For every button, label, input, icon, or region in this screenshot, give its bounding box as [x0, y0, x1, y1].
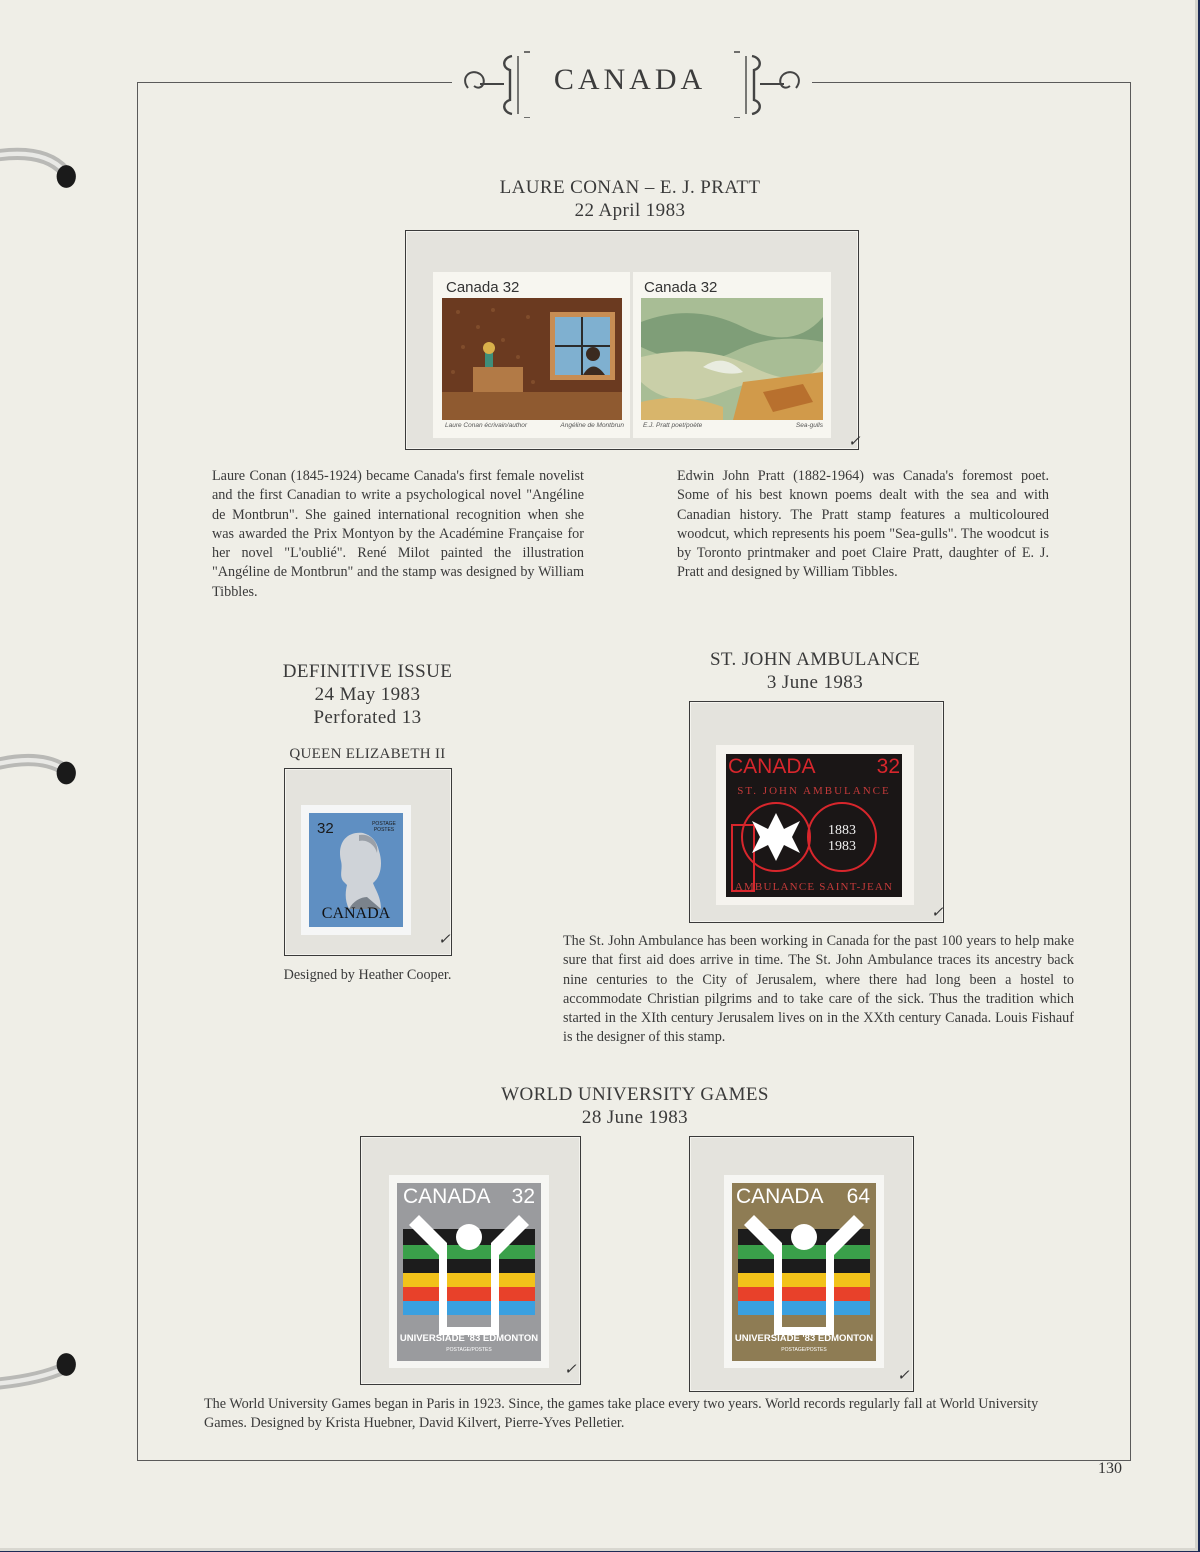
- pratt-description: Edwin John Pratt (1882-1964) was Canada's foremost poet. Some of his best known poems dealt with the sea and with Canadian history. The Pratt stamp features a multicoloured woodcut, which represents his poem "Sea-gulls". The woodcut is by Toronto printmaker and poet Claire Pratt, daughter of E. J. Pratt and designed by William Tibbles.: [677, 468, 1049, 581]
- section-title: DEFINITIVE ISSUE: [282, 661, 453, 682]
- binder-ring-top: [0, 145, 90, 215]
- section-title: LAURE CONAN – E. J. PRATT: [499, 177, 761, 198]
- stamp-postage-label: POSTAGE/POSTES: [446, 1347, 492, 1353]
- stamp-event: UNIVERSIADE '83 EDMONTON: [734, 1333, 874, 1344]
- section-date: 24 May 1983: [314, 684, 421, 705]
- scroll-ornament-left: [458, 48, 536, 118]
- stamp-country: CANADA: [736, 1185, 824, 1208]
- stamp-top-text: ST. JOHN AMBULANCE: [737, 785, 891, 797]
- stamp-caption-title: Sea-gulls: [795, 422, 823, 429]
- stamp-event: UNIVERSIADE '83 EDMONTON: [399, 1333, 539, 1344]
- stamp-bottom-text: AMBULANCE SAINT-JEAN: [734, 881, 894, 893]
- definitive-issue-heading: [230, 660, 505, 729]
- stamp-st-john-ambulance: [716, 745, 914, 905]
- stamp-caption-title: Angéline de Montbrun: [560, 422, 624, 429]
- stamp-country: CANADA: [728, 755, 816, 778]
- stamp-denomination: 32: [511, 1185, 535, 1208]
- binder-ring-bottom: [0, 1340, 90, 1410]
- st-john-description: The St. John Ambulance has been working in Canada for the past 100 years to help make sure that first aid does arrive in time. The St. John Ambulance traces its ancestry back nine centuries to the City of Jerusalem, where there had long been a hostel to accommodate Christian pilgrims and to take care of the sick. Thus the tradition which started in the XIth century Jerusalem lives on in the XXth century Canada. Louis Fishauf is the designer of this stamp.: [563, 933, 1074, 1046]
- queen-elizabeth-subtitle: QUEEN ELIZABETH II: [289, 746, 446, 762]
- section-date: 28 June 1983: [581, 1107, 689, 1128]
- stamp-denomination: 64: [846, 1185, 870, 1208]
- section-date: 3 June 1983: [766, 672, 864, 693]
- stamp-ej-pratt: [633, 272, 831, 438]
- stamp-postage-label: POSTAGE/POSTES: [781, 1347, 827, 1353]
- laure-conan-description: Laure Conan (1845-1924) became Canada's first female novelist and the first Canadian to write a psychological novel "Angéline de Montbrun". She gained international recognition when she was awarded the Prix Montyon by the Académine Française for her novel "L'oublié". René Milot painted the illustration "Angéline de Montbrun" and the stamp was designed by William Tibbles.: [212, 468, 584, 600]
- binder-ring-middle: [0, 745, 90, 815]
- world-university-games-heading: [440, 1083, 830, 1129]
- checkmark: ✓: [564, 1362, 577, 1378]
- universiade-description: The World University Games began in Paris in 1923. Since, the games take place every two years. World records regularly fall at World University Games. Designed by Krista Huebner, David Kilvert, Pierre-Yves Pelletier.: [204, 1396, 1039, 1432]
- checkmark: ✓: [897, 1368, 910, 1384]
- section-date: 22 April 1983: [574, 200, 686, 221]
- stamp-country: CANADA: [321, 905, 391, 922]
- stamp-postage-label: POSTAGE POSTES: [372, 821, 396, 833]
- stamp-universiade-32: [389, 1175, 549, 1368]
- section-title: ST. JOHN AMBULANCE: [709, 649, 921, 670]
- stamp-denomination: 32: [876, 755, 900, 778]
- stamp-universiade-64: [724, 1175, 884, 1368]
- stamp-denomination: Canada 32: [644, 279, 718, 296]
- stamp-year-1983: 1983: [828, 839, 856, 854]
- queen-designer-credit: Designed by Heather Cooper.: [283, 967, 452, 983]
- scroll-ornament-right: [728, 48, 806, 118]
- checkmark: ✓: [848, 434, 861, 450]
- stamp-caption-author: Laure Conan écrivain/author: [445, 422, 528, 429]
- stamp-denomination: Canada 32: [446, 279, 520, 296]
- section-title: WORLD UNIVERSITY GAMES: [501, 1084, 769, 1105]
- checkmark: ✓: [438, 932, 451, 948]
- perforation-note: Perforated 13: [313, 707, 422, 728]
- page-title: CANADA: [553, 63, 707, 96]
- stamp-caption-author: E.J. Pratt poet/poète: [643, 422, 703, 429]
- section-laure-conan-title: [380, 176, 880, 222]
- stamp-art-sea-gulls: [633, 272, 831, 438]
- stamp-art-angeline: [433, 272, 630, 438]
- stamp-year-1883: 1883: [828, 823, 856, 838]
- stamp-laure-conan: [433, 272, 630, 438]
- st-john-ambulance-heading: [660, 648, 970, 694]
- checkmark: ✓: [931, 905, 944, 921]
- page-number: 130: [1098, 1460, 1122, 1477]
- stamp-denomination: 32: [317, 820, 334, 837]
- stamp-queen-elizabeth: [301, 805, 411, 935]
- stamp-country: CANADA: [403, 1185, 491, 1208]
